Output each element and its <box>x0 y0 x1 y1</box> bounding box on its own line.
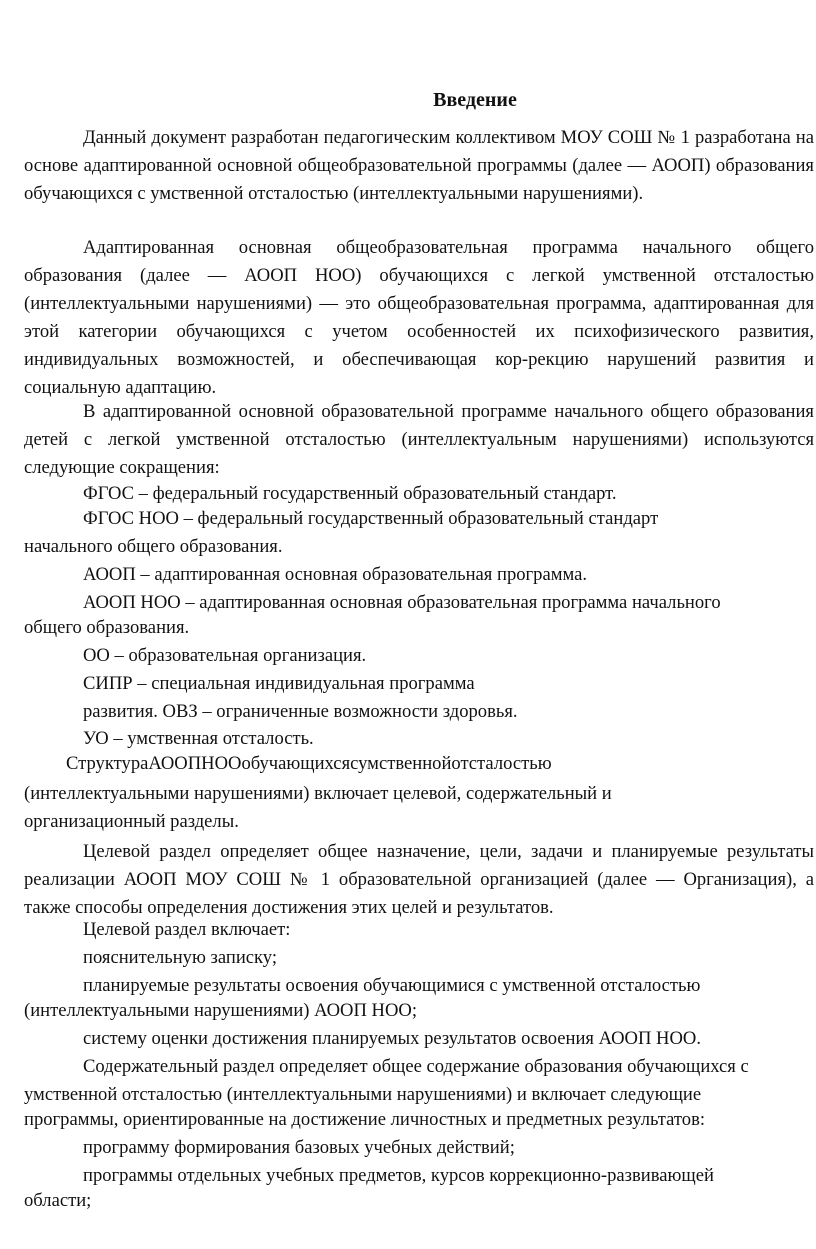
abbrev-fgos-noo-cont: начального общего образования. <box>24 536 283 557</box>
content-item-subjects-cont: области; <box>24 1190 92 1211</box>
structure-line-3: организационный разделы. <box>24 811 239 832</box>
abbrev-aoop-noo-cont: общего образования. <box>24 617 190 638</box>
abbrev-uo: УО – умственная отсталость. <box>83 728 314 749</box>
paragraph-abbreviations-intro: В адаптированной основной образовательной программе начального общего образования детей с легкой умственной отсталостью (интеллектуальным нарушениями) используются следующие сокращения: <box>24 401 814 478</box>
target-item-results-cont: (интеллектуальными нарушениями) АООП НОО; <box>24 1000 418 1021</box>
paragraph-aoop-noo: Адаптированная основная общеобразовательная программа начального общего образования (далее — АООП НОО) обучающихся с легкой умственной отсталостью (интеллектуальными нарушениями) — это общеобразовательная программа, адаптированная для этой категории обучающихся с учетом особенностей их психофизического развития, индивидуальных возможностей, и обеспечивающая кор-рекцию нарушений развития и социальную адаптацию. <box>24 237 814 398</box>
structure-line-1: СтруктураАООПНООобучающихсясумственнойотсталостью <box>66 753 552 774</box>
paragraph-intro: Данный документ разработан педагогическим коллективом МОУ СОШ № 1 разработана на основе адаптированной основной общеобразовательной программы (далее — АООП) образования обучающихся с умственной отсталостью (интеллектуальными нарушениями). <box>24 127 814 204</box>
abbrev-ovz: развития. ОВЗ – ограниченные возможности здоровья. <box>83 701 518 722</box>
target-item-note: пояснительную записку; <box>83 947 278 968</box>
page-title: Введение <box>433 89 517 111</box>
target-includes: Целевой раздел включает: <box>83 919 291 940</box>
abbrev-aoop-noo: АООП НОО – адаптированная основная образовательная программа начального <box>83 592 721 613</box>
target-item-assessment: систему оценки достижения планируемых результатов освоения АООП НОО. <box>83 1028 701 1049</box>
content-item-subjects: программы отдельных учебных предметов, курсов коррекционно-развивающей <box>83 1165 714 1186</box>
content-section-line-2: умственной отсталостью (интеллектуальными нарушениями) и включает следующие <box>24 1084 702 1105</box>
abbrev-fgos-noo: ФГОС НОО – федеральный государственный образовательный стандарт <box>83 508 659 529</box>
structure-line-2: (интеллектуальными нарушениями) включает целевой, содержательный и <box>24 783 612 804</box>
abbrev-aoop: АООП – адаптированная основная образовательная программа. <box>83 564 588 585</box>
target-item-results: планируемые результаты освоения обучающимися с умственной отсталостью <box>83 975 701 996</box>
content-section-line-1: Содержательный раздел определяет общее содержание образования обучающихся с <box>83 1056 749 1077</box>
content-section-line-3: программы, ориентированные на достижение личностных и предметных результатов: <box>24 1109 706 1130</box>
paragraph-target-section: Целевой раздел определяет общее назначение, цели, задачи и планируемые результаты реализации АООП МОУ СОШ № 1 образовательной организацией (далее — Организация), а также способы определения достижения этих целей и результатов. <box>24 841 814 918</box>
abbrev-sipr: СИПР – специальная индивидуальная программа <box>83 673 475 694</box>
abbrev-oo: ОО – образовательная организация. <box>83 645 367 666</box>
abbrev-fgos: ФГОС – федеральный государственный образовательный стандарт. <box>83 483 617 504</box>
content-item-bud: программу формирования базовых учебных действий; <box>83 1137 515 1158</box>
